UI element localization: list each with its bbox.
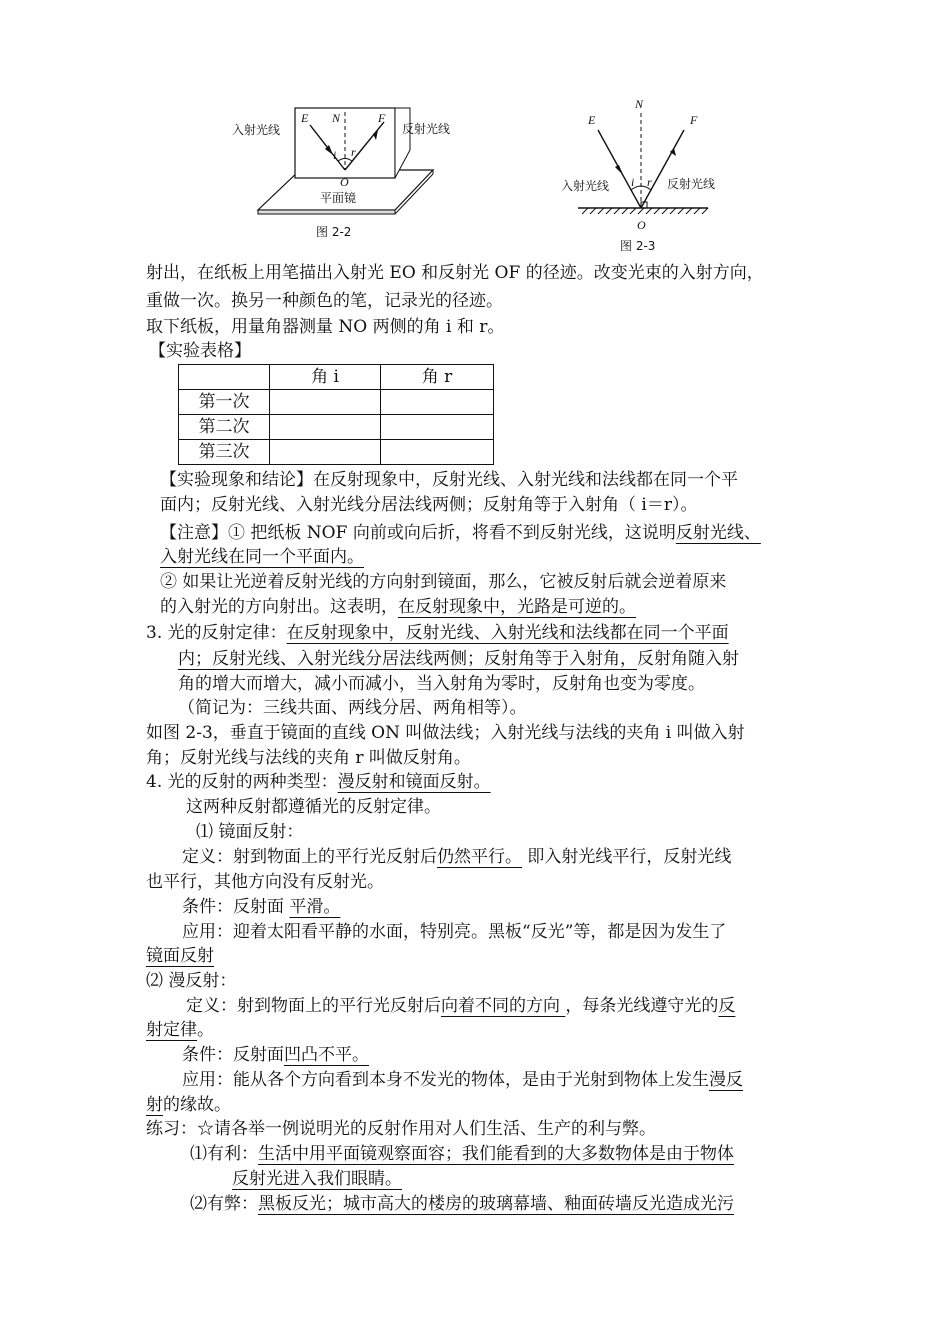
fig23-F: F (690, 113, 698, 127)
table-header-row: 角 i 角 r (179, 365, 494, 390)
fig22-F: F (378, 111, 386, 125)
text-line: 射的缘故。 (146, 1095, 231, 1115)
text-line: 面内；反射光线、入射光线分居法线两侧；反射角等于入射角（ i＝r）。 (160, 495, 698, 515)
text-line: 【注意】① 把纸板 NOF 向前或向后折，将看不到反射光线，这说明反射光线、 (160, 523, 761, 543)
fig22-O: O (340, 175, 349, 189)
experiment-table (178, 364, 494, 465)
fig22-mirror-label: 平面镜 (320, 191, 357, 205)
text-line: 内；反射光线、入射光线分居法线两侧；反射角等于入射角，反射角随入射 (178, 649, 739, 669)
text-line: 也平行，其他方向没有反射光。 (146, 872, 384, 892)
fig23-caption: 图 2-3 (620, 239, 656, 253)
figure-2-3 (555, 92, 755, 257)
text-line: （简记为：三线共面、两线分居、两角相等）。 (178, 698, 527, 718)
fig22-incident-label: 入射光线 (232, 123, 281, 137)
text-line: ⑵有弊：黑板反光；城市高大的楼房的玻璃幕墙、釉面砖墙反光造成光污 (190, 1194, 734, 1214)
fig22-caption: 图 2-2 (316, 225, 352, 239)
fig23-N: N (635, 97, 644, 111)
table-row: 第一次 (179, 390, 494, 415)
fig23-reflected-label: 反射光线 (667, 177, 716, 191)
fig23-O: O (637, 218, 646, 232)
text-line: 条件：反射面凹凸不平。 (182, 1045, 369, 1065)
text-line: 镜面反射 (146, 946, 214, 966)
table-row: 第二次 (179, 415, 494, 440)
fig23-reflected-ray (641, 130, 684, 208)
fig22-r: r (351, 145, 356, 159)
fig23-incident-arrow-icon (615, 165, 623, 175)
text-line: 3. 光的反射定律：在反射现象中，反射光线、入射光线和法线都在同一个平面 (146, 623, 729, 643)
text-line: 定义：射到物面上的平行光反射后向着不同的方向 ，每条光线遵守光的反 (186, 996, 736, 1016)
text-line: 如图 2-3，垂直于镜面的直线 ON 叫做法线；入射光线与法线的夹角 i 叫做入射 (146, 723, 745, 743)
text-line: 重做一次。换另一种颜色的笔，记录光的径迹。 (146, 291, 503, 311)
text-line: 条件：反射面 平滑。 (182, 897, 341, 917)
fig23-incident-label: 入射光线 (561, 179, 610, 193)
text-line: 角的增大而增大，减小而减小，当入射角为零时，反射角也变为零度。 (178, 674, 705, 694)
text-line: 【实验现象和结论】在反射现象中，反射光线、入射光线和法线都在同一个平 (160, 470, 738, 490)
text-line: 射出，在纸板上用笔描出入射光 EO 和反射光 OF 的径迹。改变光束的入射方向， (146, 263, 764, 283)
figure-2-2 (225, 95, 475, 245)
table-row: 第三次 (179, 440, 494, 465)
text-line: 入射光线在同一个平面内。 (160, 547, 364, 567)
fig23-i: i (631, 175, 635, 189)
text-line: 定义：射到物面上的平行光反射后仍然平行。 即入射光线平行，反射光线 (182, 847, 732, 867)
text-line: 这两种反射都遵循光的反射定律。 (186, 797, 441, 817)
text-line: 练习：☆请各举一例说明光的反射作用对人们生活、生产的利与弊。 (146, 1119, 656, 1139)
fig22-i: i (333, 148, 337, 162)
text-line: 的入射光的方向射出。这表明，在反射现象中，光路是可逆的。 (160, 597, 636, 617)
text-line: 反射光进入我们眼睛。 (232, 1169, 402, 1189)
fig23-E: E (588, 113, 596, 127)
fig22-E: E (301, 111, 309, 125)
text-line: ② 如果让光逆着反射光线的方向射到镜面，那么，它被反射后就会逆着原来 (160, 572, 727, 592)
text-line: 取下纸板，用量角器测量 NO 两侧的角 i 和 r。 (146, 317, 505, 337)
text-line: 应用：迎着太阳看平静的水面，特别亮。黑板“反光”等，都是因为发生了 (182, 922, 727, 942)
fig23-r: r (647, 175, 652, 189)
text-line: 射定律。 (146, 1020, 214, 1040)
section-heading: 【实验表格】 (149, 341, 251, 361)
fig22-reflected-label: 反射光线 (402, 122, 451, 136)
text-line: ⑴ 镜面反射： (196, 822, 304, 842)
fig22-N: N (332, 111, 341, 125)
text-line: ⑵ 漫反射： (146, 971, 237, 991)
text-line: ⑴有利：生活中用平面镜观察面容；我们能看到的大多数物体是由于物体 (190, 1144, 734, 1164)
text-line: 4. 光的反射的两种类型：漫反射和镜面反射。 (146, 772, 491, 792)
text-line: 应用：能从各个方向看到本身不发光的物体，是由于光射到物体上发生漫反 (182, 1070, 743, 1090)
text-line: 角；反射光线与法线的夹角 r 叫做反射角。 (146, 748, 471, 768)
